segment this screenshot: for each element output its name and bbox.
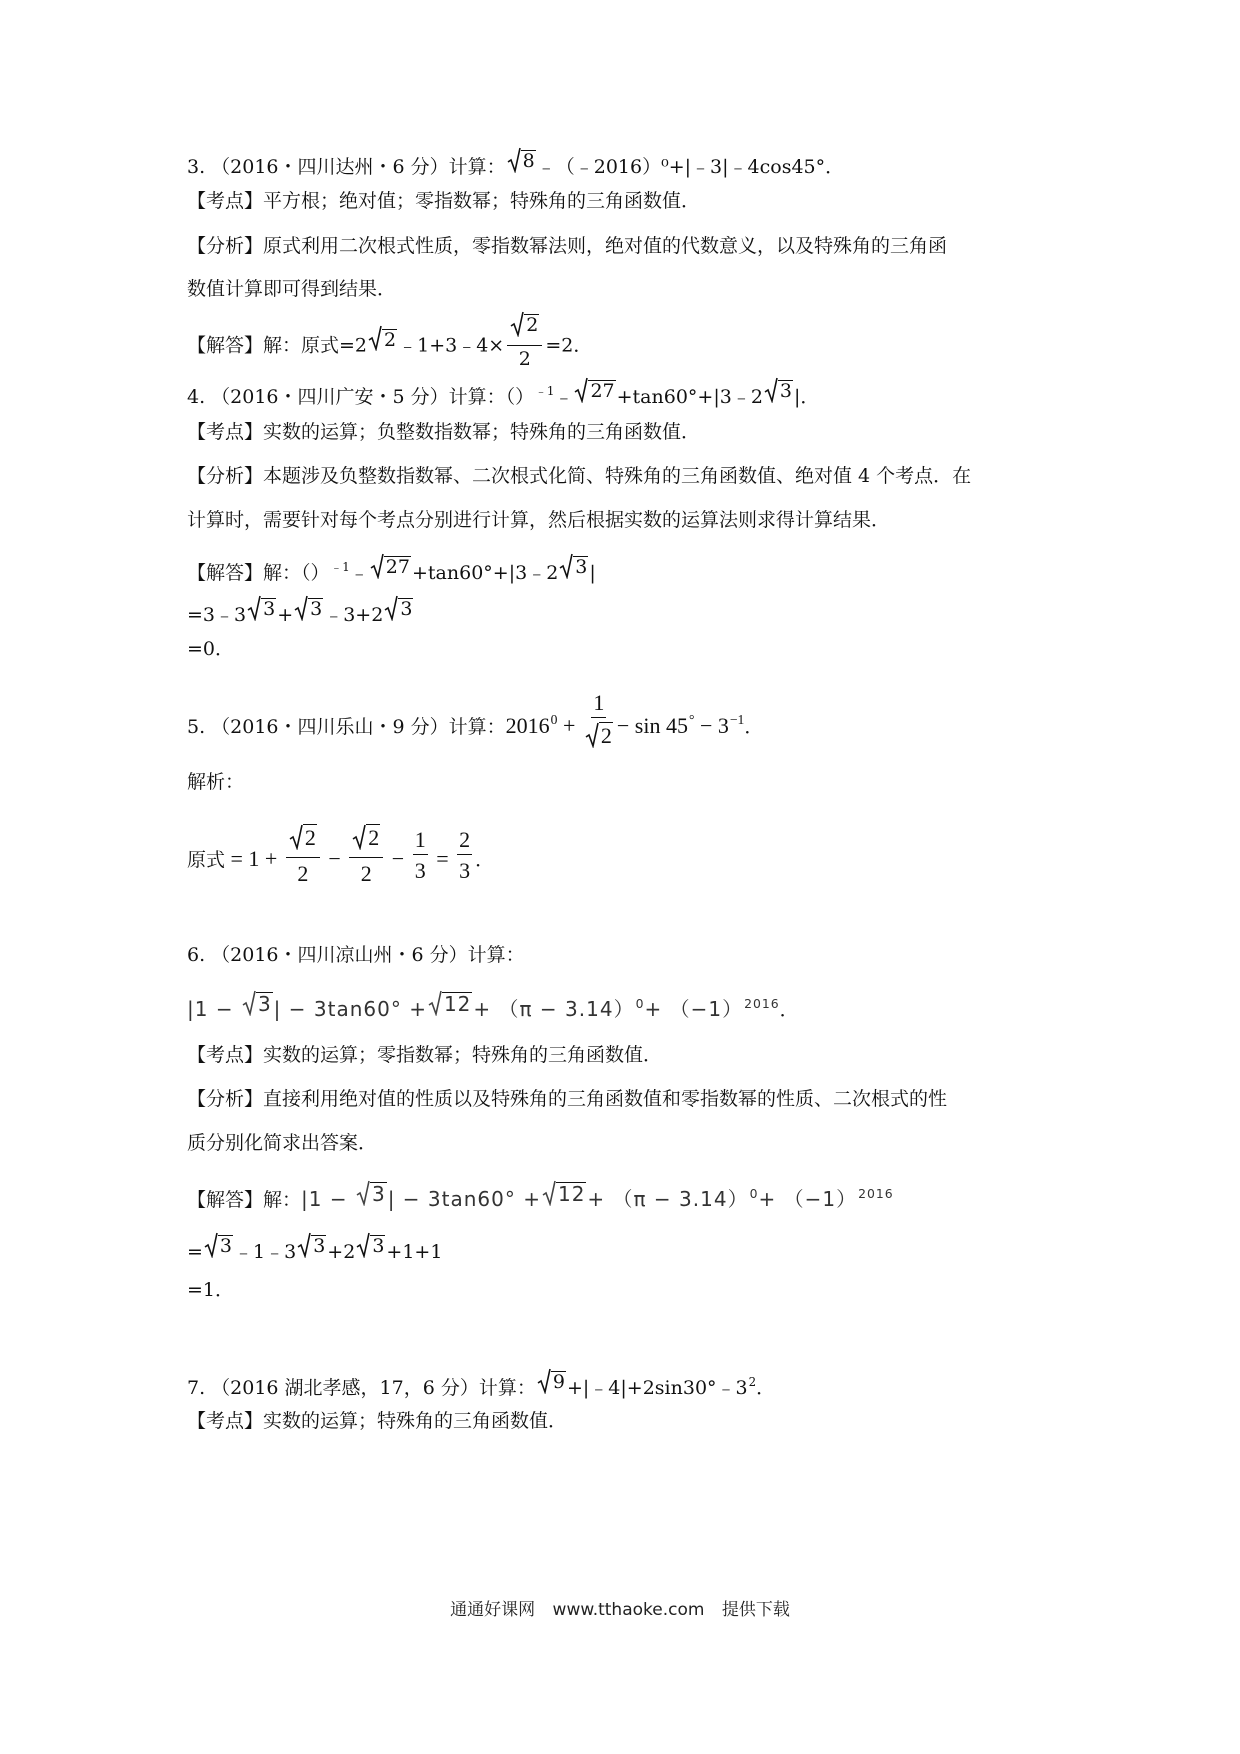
q4-title: 4. （2016・四川广安・5 分）计算：（）$^{﹣1}$﹣ 27 +tan60°+|3﹣2 3 |． (187, 377, 819, 407)
q3-fenxi-line2: 数值计算即可得到结果． (187, 278, 397, 300)
q4-fenxi-line2: 计算时，需要针对每个考点分别进行计算，然后根据实数的运算法则求得计算结果． (187, 509, 891, 531)
q6-jieda: 【解答】解：|1 − 3 | − 3tan60° + 12 + $(\pi - 3.14)^0+ (-1)^{2016}$ (187, 1182, 894, 1211)
sqrt-9: 9 (537, 1368, 566, 1394)
q3-title (187, 147, 844, 177)
q7-kaodian: 【考点】实数的运算；特殊角的三角函数值． (187, 1410, 568, 1432)
footer-site: 通通好课网 (450, 1600, 536, 1620)
q4-jieda: 【解答】解：（）$^{﹣1}$﹣ 27 +tan60°+|3﹣2 3 | (187, 553, 596, 583)
sqrt-27: 27 (574, 377, 615, 403)
q5-solution: 原式 = 1 + $\frac{2}{2}$ − $\frac{2}{2}$ − $\frac{1}{3}$ = $\frac{2}{3}$ ． (187, 825, 495, 887)
footer-note: 提供下载 (721, 1600, 790, 1620)
sqrt-2: 2 (368, 325, 397, 351)
q5-expression: $2016^0$ + $\frac{1}{2}$ − $\sin 45^\circ - 3^{-1}$ (505, 690, 745, 749)
q6-title: 6. （2016・四川凉山州・6 分）计算： (187, 944, 525, 966)
sqrt-3: 3 (764, 377, 793, 403)
q6-expression: |1 − 3 | − 3tan60° + 12 + $(\pi - 3.14)^0+ (-1)^{2016}$． (187, 992, 799, 1021)
q6-step2: =1． (187, 1279, 235, 1301)
q4-kaodian: 【考点】实数的运算；负整数指数幂；特殊角的三角函数值． (187, 421, 701, 443)
q4-step2: =0． (187, 638, 235, 660)
frac-sqrt2-over-2: $\frac{2}{2}$ (507, 311, 542, 370)
q6-fenxi-line2: 质分别化简求出答案． (187, 1132, 378, 1154)
q3-fenxi-line1: 【分析】原式利用二次根式性质，零指数幂法则，绝对值的代数意义，以及特殊角的三角函 (187, 235, 948, 257)
q4-fenxi-line1: 【分析】本题涉及负整数指数幂、二次根式化简、特殊角的三角函数值、绝对值 4 个考点．在 (187, 465, 972, 487)
q6-fenxi-line1: 【分析】直接利用绝对值的性质以及特殊角的三角函数值和零指数幂的性质、二次根式的性 (187, 1088, 948, 1110)
q6-step1: = 3 ﹣1﹣3 3 +2 3 +1+1 (187, 1232, 442, 1262)
q5-title: 5. （2016・四川乐山・9 分）计算：$2016^0$ + $\frac{1}{2}$ − $\sin 45^\circ - 3^{-1}$． (187, 690, 764, 749)
q3-title-text: 3. （2016・四川达州・6 分）计算： (187, 156, 506, 178)
q6-kaodian: 【考点】实数的运算；零指数幂；特殊角的三角函数值． (187, 1044, 663, 1066)
sqrt-8: 8 (507, 147, 536, 173)
q3-jieda: 【解答】解：原式=2 2 ﹣1+3﹣4× $\frac{2}{2}$ =2． (187, 317, 592, 376)
q3-title-tail: ﹣（﹣2016）⁰+|﹣3|﹣4cos45°． (536, 156, 845, 178)
q5-jiexi: 解析： (187, 771, 245, 793)
q3-kaodian: 【考点】平方根；绝对值；零指数幂；特殊角的三角函数值． (187, 190, 701, 212)
q7-title: 7. （2016 湖北孝感，17，6 分）计算： 9 $+|﹣4|+2\sin 30^\circ﹣3^2$． (187, 1368, 775, 1398)
q5-solution-expr: = 1 + $\frac{2}{2}$ − $\frac{2}{2}$ − $\frac{1}{3}$ = $\frac{2}{3}$ (225, 825, 471, 887)
page-footer (0, 1595, 1240, 1620)
footer-url[interactable]: www.tthaoke.com (552, 1600, 705, 1620)
q4-step1: =3﹣3 3 + 3 ﹣3+2 3 (187, 595, 414, 625)
